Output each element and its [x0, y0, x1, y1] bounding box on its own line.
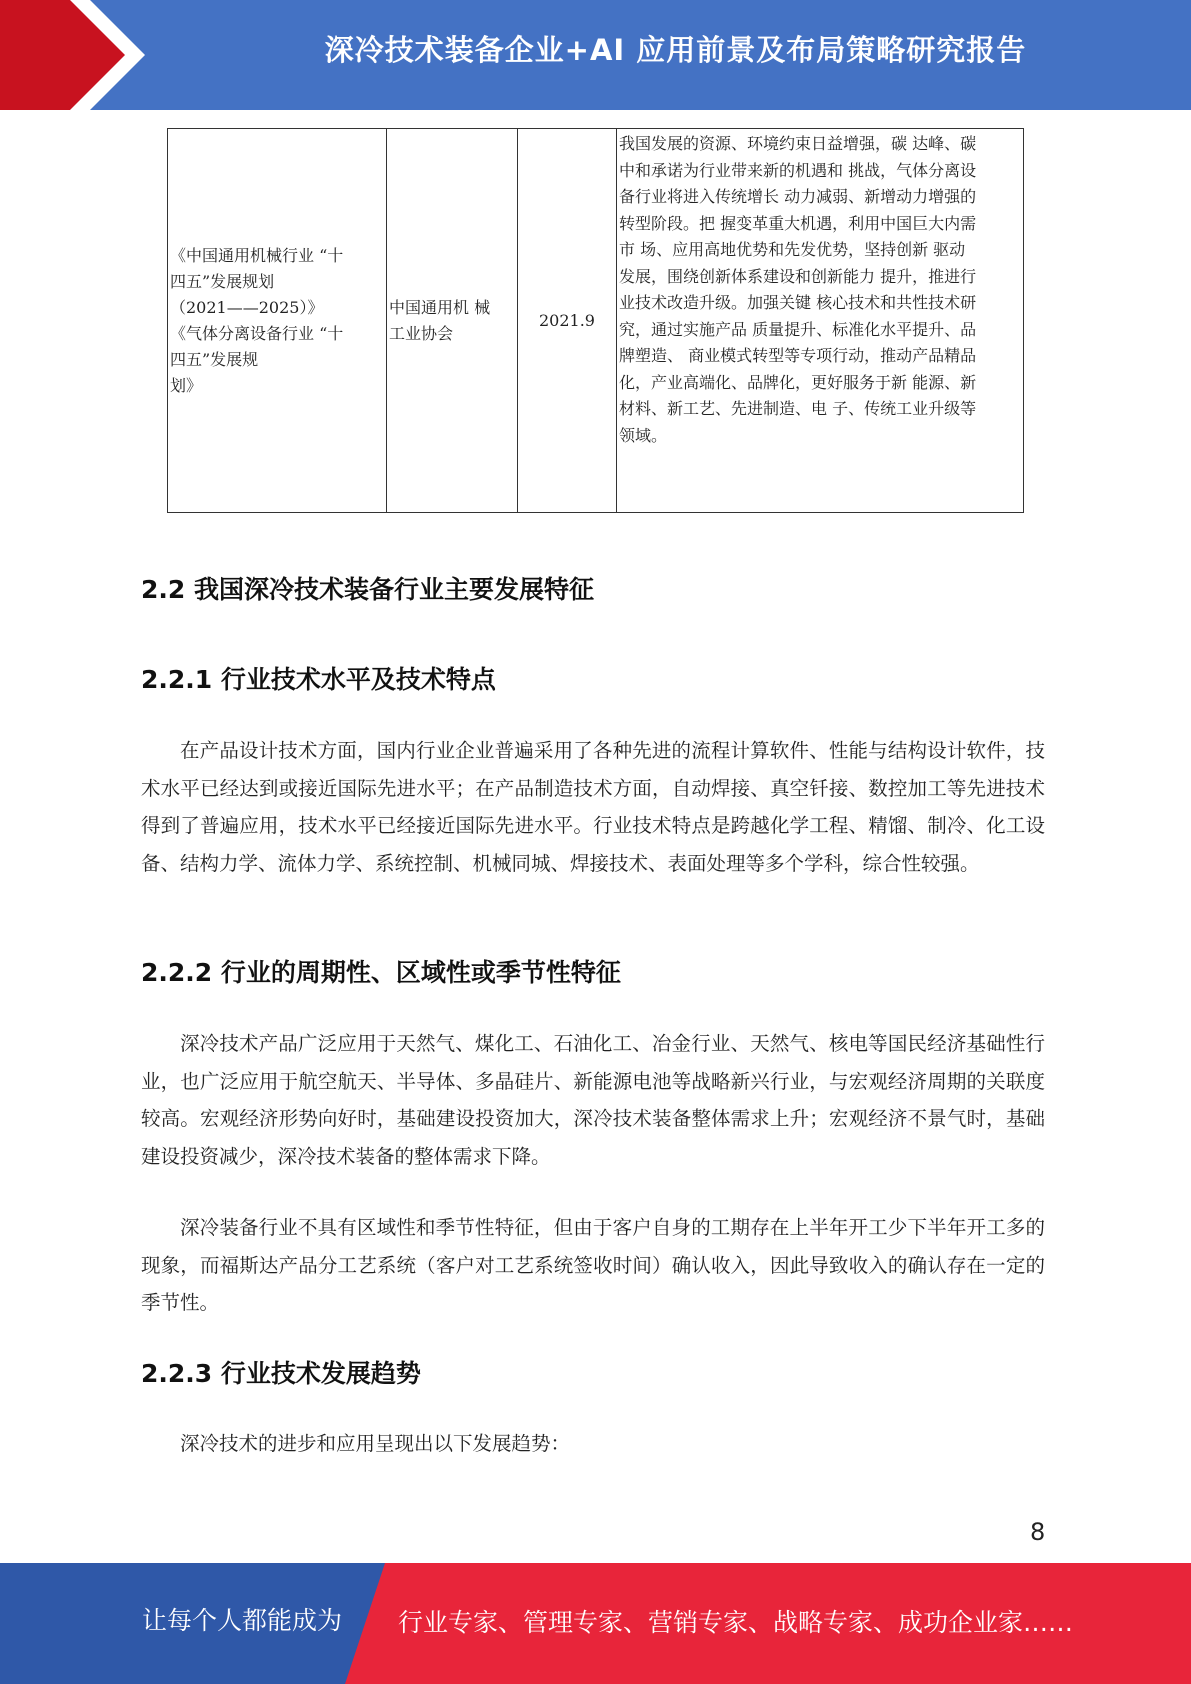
content-line: 化，产业高端化、品牌化，更好服务于新 能源、新 [619, 372, 977, 392]
paragraph-trends-intro: 深冷技术的进步和应用呈现出以下发展趋势： [180, 1432, 571, 1455]
content-line: 市 场、应用高地优势和先发优势，坚持创新 驱动 [619, 240, 966, 259]
section-heading-2-2-3: 2.2.3 行业技术发展趋势 [141, 1359, 421, 1388]
section-heading-2-2: 2.2 我国深冷技术装备行业主要发展特征 [141, 575, 594, 604]
content-line: 领域。 [619, 425, 668, 445]
section-heading-2-2-1: 2.2.1 行业技术水平及技术特点 [141, 665, 496, 694]
content-line: 业技术改造升级。加强关键 核心技术和共性技术研 [619, 293, 977, 312]
header-chevron-decoration [0, 0, 160, 110]
content-line: 发展，围绕创新体系建设和创新能力 提升，推进行 [619, 266, 977, 286]
paragraph-tech-level: 在产品设计技术方面，国内行业企业普遍采用了各种先进的流程计算软件、性能与结构设计软件，技术水平已经达到或接近国际先进水平；在产品制造技术方面，自动焊接、真空钎接、数控加工等先进技术得到了普遍应用，技术水平已经接近国际先进水平。行业技术特点是跨越化学工程、精馏、制冷、化工设备、结构力学、流体力学、系统控制、机械同城、焊接技术、表面处理等多个学科，综合性较强。 [141, 739, 1045, 875]
document-line: （2021——2025）》 [170, 297, 324, 317]
document-line: 《气体分离设备行业 “十 [170, 323, 344, 343]
table-row [168, 129, 1024, 513]
issuer-cell [387, 129, 518, 513]
issuer-line: 工业协会 [389, 323, 454, 343]
content-line: 中和承诺为行业带来新的机遇和 挑战，气体分离设 [619, 160, 977, 180]
section-heading-2-2-2: 2.2.2 行业的周期性、区域性或季节性特征 [141, 958, 621, 987]
content-cell [617, 129, 1024, 513]
document-cell [168, 129, 387, 513]
page-header [0, 0, 1191, 110]
document-line: 四五”发展规划 [170, 271, 275, 291]
report-title: 深冷技术装备企业+AI 应用前景及布局策略研究报告 [324, 33, 1027, 67]
page-number: 8 [1030, 1518, 1046, 1546]
document-line: 《中国通用机械行业 “十 [170, 245, 344, 265]
content-line: 材料、新工艺、先进制造、电 子、传统工业升级等 [619, 399, 977, 418]
issuer-line: 中国通用机 械 [389, 297, 491, 317]
page-footer [0, 1563, 1191, 1684]
date-cell: 2021.9 [518, 129, 617, 513]
document-line: 划》 [170, 375, 203, 395]
footer-slogan-left: 让每个人都能成为 [142, 1606, 343, 1635]
content-line: 究，通过实施产品 质量提升、标准化水平提升、品 [619, 319, 977, 339]
content-line: 转型阶段。把 握变革重大机遇，利用中国巨大内需 [619, 213, 977, 233]
content-line: 备行业将进入传统增长 动力减弱、新增动力增强的 [619, 187, 977, 206]
content-line: 牌塑造、 商业模式转型等专项行动，推动产品精品 [619, 346, 977, 365]
footer-slogan-right: 行业专家、管理专家、营销专家、战略专家、成功企业家…… [398, 1608, 1074, 1637]
policy-table [167, 128, 1024, 513]
content-line: 我国发展的资源、环境约束日益增强，碳 达峰、碳 [619, 134, 977, 153]
document-line: 四五”发展规 [170, 349, 259, 369]
paragraph-cyclicality: 深冷技术产品广泛应用于天然气、煤化工、石油化工、冶金行业、天然气、核电等国民经济基础性行业，也广泛应用于航空航天、半导体、多晶硅片、新能源电池等战略新兴行业，与宏观经济周期的关联度较高。宏观经济形势向好时，基础建设投资加大，深冷技术装备整体需求上升；宏观经济不景气时，基础建设投资减少，深冷技术装备的整体需求下降。 [141, 1032, 1045, 1168]
paragraph-seasonality: 深冷装备行业不具有区域性和季节性特征，但由于客户自身的工期存在上半年开工少下半年开工多的现象，而福斯达产品分工艺系统（客户对工艺系统签收时间）确认收入，因此导致收入的确认存在一定的季节性。 [141, 1216, 1045, 1314]
